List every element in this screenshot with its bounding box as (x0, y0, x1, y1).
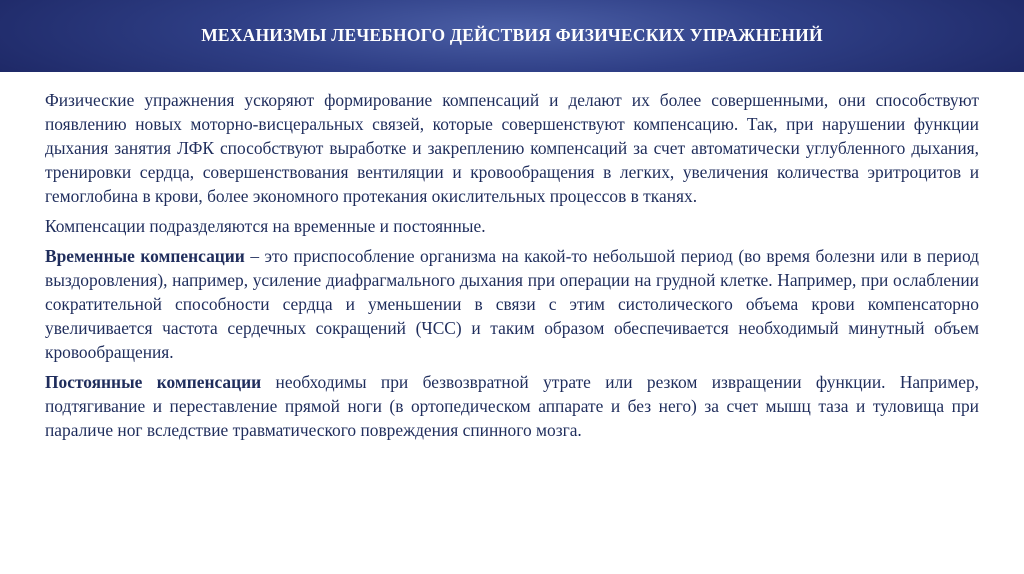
definition-temporary-compensation: – это приспособление организма на какой-то небольшой период (во время болезни или в период выздоровления), например, усиление диафрагмального дыхания при операции на грудной клетке. Например, при ослаблении сократительной способности сердца и уменьшении в связи с этим систолического объема крови компенсаторно увеличивается частота сердечных сокращений (ЧСС) и таким образом обеспечивается необходимый минутный объем кровообращения. (45, 246, 979, 362)
paragraph-compensation-types: Компенсации подразделяются на временные и постоянные. (45, 216, 486, 236)
paragraph-compensation-intro: Физические упражнения ускоряют формирование компенсаций и делают их более совершенными, они способствуют появлению новых моторно-висцеральных связей, которые совершенствуют компенсацию. Так, при нарушении функции дыхания занятия ЛФК способствуют выработке и закреплению компенсаций за счет автоматически углубленного дыхания, тренировки сердца, совершенствования вентиляции и кровообращения в легких, увеличения количества эритроцитов и гемоглобина в крови, более экономного протекания окислительных процессов в тканях. (45, 90, 979, 206)
paragraph-permanent-compensation (45, 370, 979, 442)
title-banner (0, 0, 1024, 72)
slide-body (45, 88, 979, 448)
slide-title: МЕХАНИЗМЫ ЛЕЧЕБНОГО ДЕЙСТВИЯ ФИЗИЧЕСКИХ УПРАЖНЕНИЙ (201, 24, 823, 45)
definition-permanent-compensation: необходимы при безвозвратной утрате или резком извращении функции. Например, подтягивание и переставление прямой ноги (в ортопедическом аппарате и без него) за счет мышц таза и туловища при параличе ног вследствие травматического повреждения спинного мозга. (45, 372, 979, 440)
term-temporary-compensation: Временные компенсации (45, 246, 245, 266)
term-permanent-compensation: Постоянные компенсации (45, 372, 262, 392)
paragraph-temporary-compensation (45, 244, 979, 364)
